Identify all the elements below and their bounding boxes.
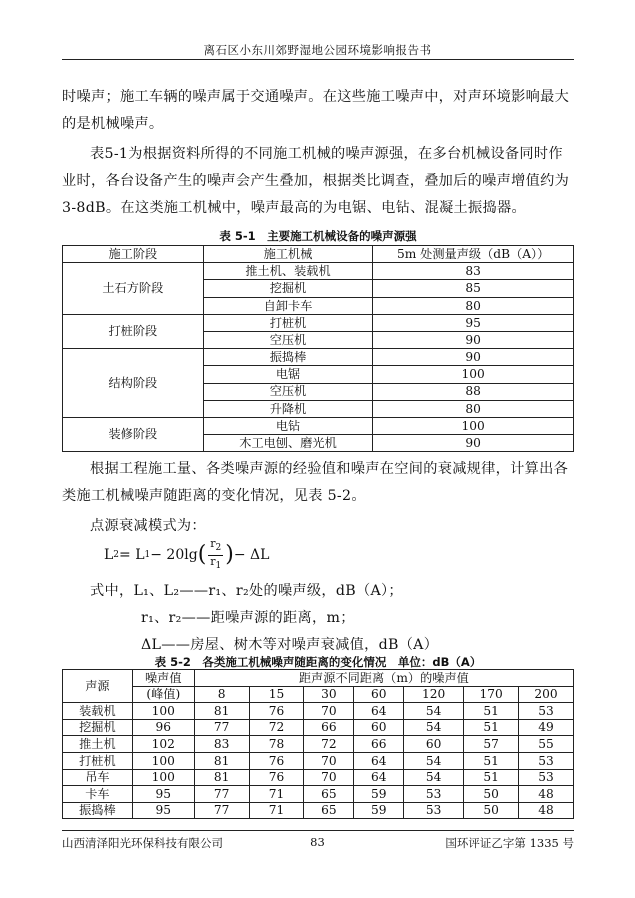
footer-page-number: 83: [310, 835, 325, 849]
attenuation-formula: [104, 538, 269, 572]
value-cell: 51: [464, 752, 519, 769]
column-header-level: 5m 处测量声级（dB（A））: [373, 246, 574, 263]
level-cell: 85: [373, 280, 574, 297]
value-cell: 71: [249, 786, 304, 803]
value-cell: 77: [194, 802, 249, 819]
machine-cell: 自卸卡车: [203, 297, 373, 314]
value-cell: 66: [354, 736, 404, 753]
source-cell: 振捣棒: [63, 802, 133, 819]
column-header-noise-value: 噪声值: [132, 670, 194, 687]
value-cell: 50: [464, 802, 519, 819]
column-header-distance: 120: [404, 686, 464, 703]
value-cell: 53: [404, 786, 464, 803]
table-row: [63, 736, 574, 753]
column-header-distance: 170: [464, 686, 519, 703]
value-cell: 64: [354, 752, 404, 769]
formula-close-paren: ): [225, 542, 234, 567]
table-5-1: [62, 245, 574, 452]
value-cell: 78: [249, 736, 304, 753]
table-row: [63, 417, 574, 434]
paragraph-formula-intro: 点源衰减模式为：: [90, 518, 206, 534]
value-cell: 70: [304, 752, 354, 769]
peak-cell: 100: [132, 769, 194, 786]
column-header-stage: 施工阶段: [63, 246, 204, 263]
value-cell: 60: [404, 736, 464, 753]
column-header-machine: 施工机械: [203, 246, 373, 263]
formula-lhs: L: [104, 547, 114, 563]
formula-eq: = L: [119, 547, 145, 563]
value-cell: 81: [194, 769, 249, 786]
column-header-distance: 60: [354, 686, 404, 703]
machine-cell: 挖掘机: [203, 280, 373, 297]
table-row: [63, 719, 574, 736]
machine-cell: 木工电刨、磨光机: [203, 435, 373, 452]
table-5-2-header-row-2: [63, 686, 574, 703]
page-header: 离石区小东川郊野湿地公园环境影响报告书: [203, 43, 432, 57]
table-row: [63, 769, 574, 786]
machine-cell: 空压机: [203, 383, 373, 400]
value-cell: 64: [354, 703, 404, 720]
formula-numerator: $r_2$: [210, 537, 222, 554]
formula-log: − 20lg: [150, 547, 198, 563]
value-cell: 83: [194, 736, 249, 753]
value-cell: 76: [249, 769, 304, 786]
table-5-2: [62, 669, 574, 819]
level-cell: 95: [373, 314, 574, 331]
paragraph-variable-r: r₁、r₂——距噪声源的距离，m；: [141, 610, 355, 626]
value-cell: 76: [249, 703, 304, 720]
level-cell: 90: [373, 349, 574, 366]
column-header-distance: 15: [249, 686, 304, 703]
value-cell: 49: [519, 719, 574, 736]
machine-cell: 振捣棒: [203, 349, 373, 366]
value-cell: 65: [304, 802, 354, 819]
level-cell: 100: [373, 366, 574, 383]
value-cell: 48: [519, 802, 574, 819]
paragraph-attenuation-intro: 根据工程施工量、各类噪声源的经验值和噪声在空间的衰减规律，计算出各类施工机械噪声随距离的变化情况，见表 5-2。: [62, 461, 569, 504]
source-cell: 挖掘机: [63, 719, 133, 736]
column-header-distance-group: 距声源不同距离（m）的噪声值: [194, 670, 573, 687]
table-row: [63, 263, 574, 280]
formula-lhs-sub: 2: [113, 550, 120, 560]
value-cell: 60: [354, 719, 404, 736]
value-cell: 72: [304, 736, 354, 753]
value-cell: 59: [354, 786, 404, 803]
level-cell: 90: [373, 435, 574, 452]
value-cell: 55: [519, 736, 574, 753]
value-cell: 53: [519, 703, 574, 720]
table-row: [63, 786, 574, 803]
value-cell: 66: [304, 719, 354, 736]
table-5-1-header-row: [63, 246, 574, 263]
stage-cell: 打桩阶段: [63, 314, 204, 348]
value-cell: 54: [404, 752, 464, 769]
value-cell: 64: [354, 769, 404, 786]
column-header-source: 声源: [63, 670, 133, 703]
value-cell: 54: [404, 719, 464, 736]
paragraph-variable-delta-l: ΔL——房屋、树木等对噪声衰减值，dB（A）: [141, 637, 439, 653]
peak-cell: 95: [132, 786, 194, 803]
value-cell: 48: [519, 786, 574, 803]
value-cell: 70: [304, 703, 354, 720]
level-cell: 90: [373, 331, 574, 348]
paragraph-table-5-1-description: 表5-1为根据资料所得的不同施工机械的噪声源强，在多台机械设备同时作业时，各台设备产生的噪声会产生叠加，根据类比调查，叠加后的噪声增值约为3-8dB。在这类施工机械中，噪声最高的为电锯、电钻、混凝土振捣器。: [62, 146, 570, 216]
table-row: [63, 703, 574, 720]
source-cell: 推土机: [63, 736, 133, 753]
level-cell: 100: [373, 417, 574, 434]
footer-certificate: 国环评证乙字第 1335 号: [445, 836, 574, 850]
value-cell: 57: [464, 736, 519, 753]
formula-l1-sub: 1: [144, 550, 151, 560]
machine-cell: 推土机、装载机: [203, 263, 373, 280]
table-row: [63, 752, 574, 769]
value-cell: 65: [304, 786, 354, 803]
value-cell: 70: [304, 769, 354, 786]
value-cell: 51: [464, 769, 519, 786]
value-cell: 54: [404, 769, 464, 786]
formula-open-paren: (: [197, 542, 207, 567]
value-cell: 53: [404, 802, 464, 819]
source-cell: 装载机: [63, 703, 133, 720]
value-cell: 71: [249, 802, 304, 819]
stage-cell: 装修阶段: [63, 417, 204, 451]
source-cell: 打桩机: [63, 752, 133, 769]
machine-cell: 打桩机: [203, 314, 373, 331]
value-cell: 54: [404, 703, 464, 720]
formula-tail: − ΔL: [233, 547, 270, 563]
value-cell: 50: [464, 786, 519, 803]
machine-cell: 空压机: [203, 331, 373, 348]
column-header-peak: (峰值): [132, 686, 194, 703]
value-cell: 77: [194, 719, 249, 736]
machine-cell: 电锯: [203, 366, 373, 383]
value-cell: 59: [354, 802, 404, 819]
peak-cell: 100: [132, 703, 194, 720]
table-5-2-caption: 表 5-2 各类施工机械噪声随距离的变化情况 单位：dB（A）: [154, 655, 482, 669]
level-cell: 83: [373, 263, 574, 280]
footer-company: 山西清泽阳光环保科技有限公司: [62, 836, 223, 850]
header-divider: [62, 59, 574, 60]
peak-cell: 95: [132, 802, 194, 819]
footer-divider: [62, 830, 574, 831]
source-cell: 卡车: [63, 786, 133, 803]
table-5-2-header-row-1: [63, 670, 574, 687]
formula-fraction: [208, 538, 223, 571]
table-row: [63, 314, 574, 331]
value-cell: 76: [249, 752, 304, 769]
machine-cell: 电钻: [203, 417, 373, 434]
value-cell: 81: [194, 703, 249, 720]
source-cell: 吊车: [63, 769, 133, 786]
value-cell: 77: [194, 786, 249, 803]
formula-denominator: $r_1$: [210, 554, 222, 571]
level-cell: 80: [373, 297, 574, 314]
table-5-1-caption: 表 5-1 主要施工机械设备的噪声源强: [219, 229, 417, 243]
column-header-distance: 8: [194, 686, 249, 703]
machine-cell: 升降机: [203, 400, 373, 417]
value-cell: 81: [194, 752, 249, 769]
level-cell: 88: [373, 383, 574, 400]
peak-cell: 102: [132, 736, 194, 753]
paragraph-variable-l: 式中，L₁、L₂——r₁、r₂处的噪声级，dB（A）；: [90, 583, 403, 599]
value-cell: 51: [464, 703, 519, 720]
value-cell: 53: [519, 752, 574, 769]
table-row: [63, 802, 574, 819]
paragraph-intro: 时噪声；施工车辆的噪声属于交通噪声。在这些施工噪声中，对声环境影响最大的是机械噪声。: [62, 89, 570, 132]
value-cell: 51: [464, 719, 519, 736]
stage-cell: 结构阶段: [63, 349, 204, 418]
column-header-distance: 30: [304, 686, 354, 703]
value-cell: 53: [519, 769, 574, 786]
stage-cell: 土石方阶段: [63, 263, 204, 315]
peak-cell: 100: [132, 752, 194, 769]
table-row: [63, 349, 574, 366]
column-header-distance: 200: [519, 686, 574, 703]
peak-cell: 96: [132, 719, 194, 736]
level-cell: 80: [373, 400, 574, 417]
value-cell: 72: [249, 719, 304, 736]
